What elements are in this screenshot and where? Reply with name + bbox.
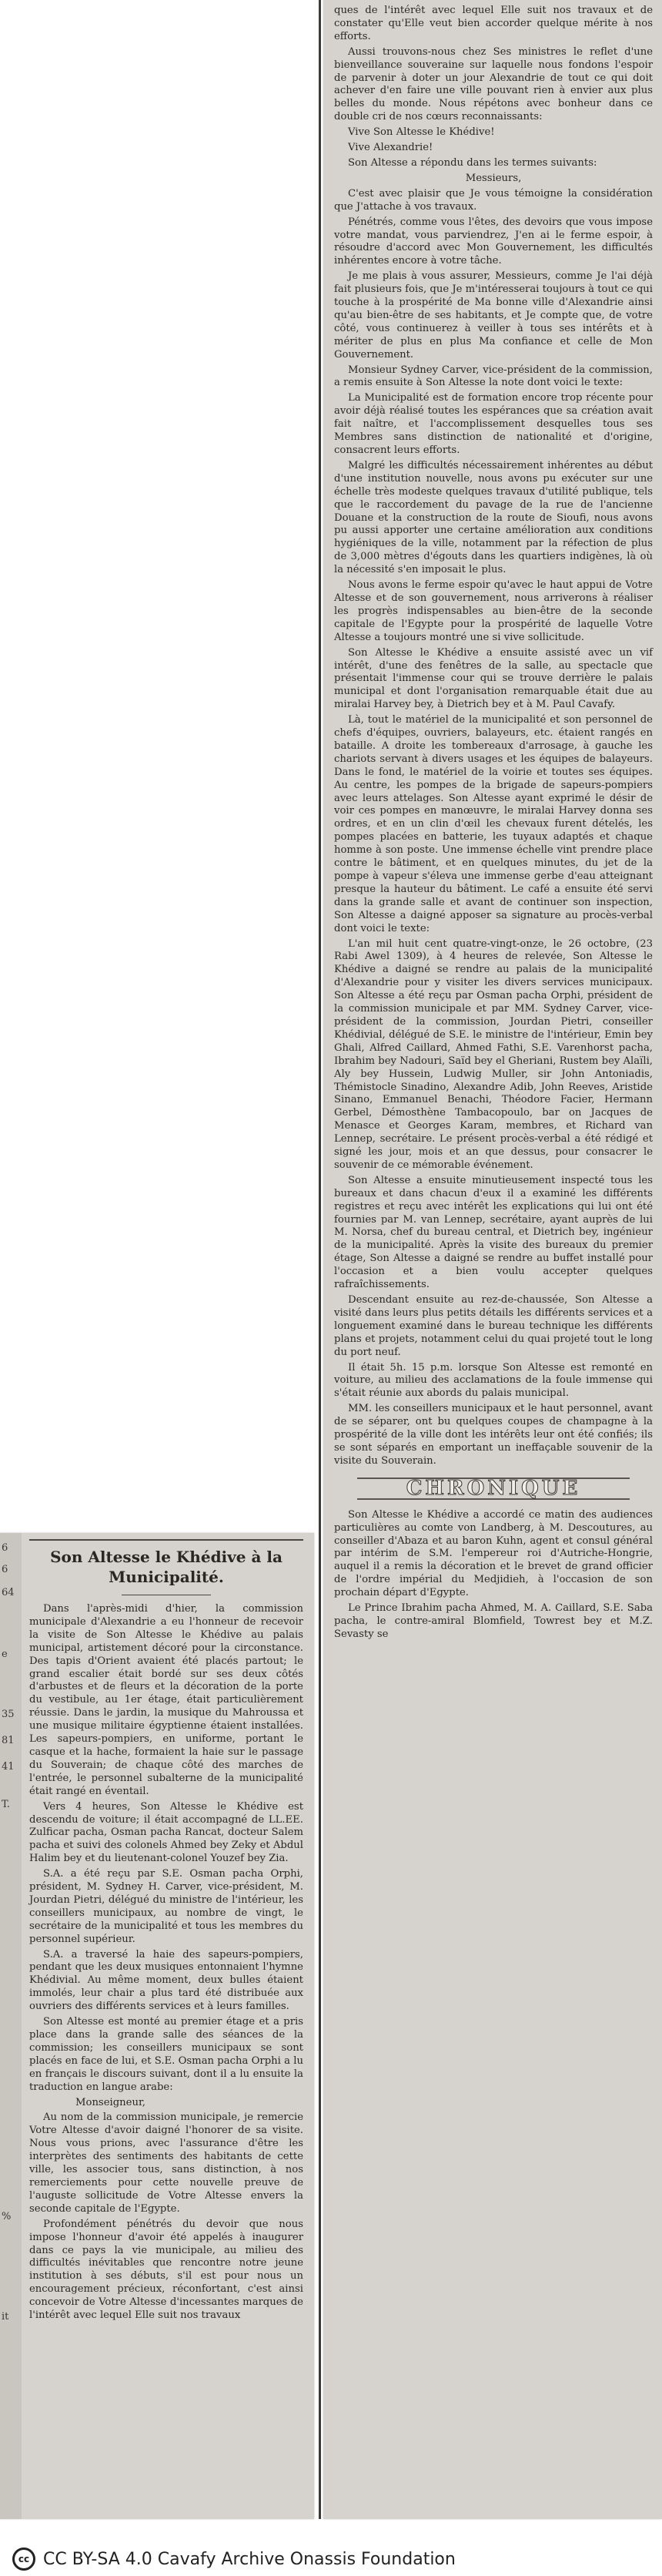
creative-commons-icon: cc [12, 2547, 35, 2571]
margin-mark: it [2, 2311, 9, 2323]
clipping-right [323, 0, 662, 2519]
article-right [334, 5, 653, 1644]
margin-mark: 81 [2, 1735, 15, 1746]
paragraph: Nous avons le ferme espoir qu'avec le haut appui de Votre Altesse et de son gouvernement, nous arriverons à réaliser les progrès indispensables au bien-être de la seconde capitale de l'Egypte pour la prospérité de laquelle Votre Altesse a toujours montré une si vive sollicitude. [334, 579, 653, 643]
exclamation: Vive Son Altesse le Khédive! [348, 126, 495, 139]
margin-mark: 64 [2, 1587, 15, 1598]
license-footer [0, 2542, 662, 2576]
title-rule [29, 1539, 303, 1541]
margin-mark: 6 [2, 1542, 8, 1554]
margin-mark: 41 [2, 1761, 15, 1773]
paragraph: Le Prince Ibrahim pacha Ahmed, M. A. Caillard, S.E. Saba pacha, le contre-amiral Blomfield, Towrest bey et M.Z. Sevasty se [334, 1602, 653, 1640]
paragraph: Descendant ensuite au rez-de-chaussée, Son Altesse a visité dans leurs plus petits détails les différents services et a longuement examiné dans le bureau technique les différents plans et projets, notamment celui du quai projeté tout le long du port neuf. [334, 1294, 653, 1358]
paragraph: Monsieur Sydney Carver, vice-président de la commission, a remis ensuite à Son Altesse la note dont voici le texte: [334, 364, 653, 389]
chronique-heading: CHRONIQUE [357, 1478, 630, 1500]
paragraph: Pénétrés, comme vous l'êtes, des devoirs que vous impose votre mandat, vous parviendrez, J'en ai le ferme espoir, à résoudre d'accord avec Mon Gouvernement, les difficultés inhérentes encore à votre tâche. [334, 216, 653, 267]
paragraph: Son Altesse le Khédive a accordé ce matin des audiences particulières au comte von Landberg, à M. Descoutures, au conseiller d'Abaza et au baron Kuhn, agent et consul général par intérim de S.M. l'empereur roi d'Autriche-Hongrie, auquel il a remis la décoration et le brevet de grand officier de l'ordre impérial du Medjidieh, à l'occasion de son prochain départ d'Egypte. [334, 1508, 653, 1599]
paragraph: Au nom de la commission municipale, je remercie Votre Altesse d'avoir daigné l'honorer de sa visite. Nous vous prions, avec l'assurance d'être les interprètes des sentiments des habitants de cette ville, les associer tous, sans distinction, à nos remerciements pour cette nouvelle preuve de l'auguste sollicitude de Votre Altesse envers la seconde capitale de l'Egypte. [29, 2111, 303, 2215]
margin-mark: e [2, 1649, 8, 1660]
salutation: Monseigneur, [75, 2096, 146, 2108]
paragraph: L'an mil huit cent quatre-vingt-onze, le 26 octobre, (23 Rabi Awel 1309), à 4 heures de relevée, Son Altesse le Khédive a daigné se rendre au palais de la municipalité d'Alexandrie pour y visiter les divers services municipaux. Son Altesse a été reçu par Osman pacha Orphi, président de la commission municipale et par MM. Sydney Carver, vice-président de la commission, Jourdan Pietri, conseiller Khédivial, délégué de S.E. le ministre de l'intérieur, Emin bey Ghali, Alfred Caillard, Ahmed Fathi, S.E. Varenhorst pacha, Ibrahim bey Nadouri, Saïd bey el Gheriani, Rustem bey Alaïli, Aly bey Hussein, Ludwig Muller, sir John Antoniadis, Thémistocle Sinadino, Alexandre Adib, John Reeves, Aristide Sinano, Emmanuel Benachi, Théodore Facier, Hermann Gerbel, Démosthène Tambacopoulo, bar on Jacques de Menasce et Georges Karam, membres, et Richard van Lennep, secrétaire. Le présent procès-verbal a été rédigé et signé les jour, mois et an que dessus, pour consacrer le souvenir de ce mémorable événement. [334, 937, 653, 1171]
clipping-left [0, 1533, 314, 2519]
paragraph: Son Altesse est monté au premier étage et a pris place dans la grande salle des séances de la commission; les conseillers municipaux se sont placés en face de lui, et S.E. Osman pacha Orphi a lu en français le discours suivant, dont il a lu ensuite la traduction en langue arabe: [29, 2016, 303, 2093]
paragraph: Là, tout le matériel de la municipalité et son personnel de chefs d'équipes, ouvriers, balayeurs, etc. étaient rangés en bataille. A droite les tombereaux d'arrosage, à gauche les chariots servant à divers usages et les équipes de balayeurs. Dans le fond, le matériel de la voirie et toutes ses équipes. Au centre, les pompes de la brigade de sapeurs-pompiers avec leurs attelages. Son Altesse ayant exprimé le désir de voir ces pompes en manœuvre, le miralai Harvey donna ses ordres, et en un clin d'œil les chevaux furent dételés, les pompes placées en batterie, les tuyaux adaptés et chaque homme à son poste. Une immense échelle vint prendre place contre le bâtiment, et en quelques minutes, du jet de la pompe à vapeur s'éleva une immense gerbe d'eau atteignant presque la hauteur du bâtiment. Le café a ensuite été servi dans la grande salle et avant de continuer son inspection, Son Altesse a daigné apposer sa signature au procès-verbal dont voici le texte: [334, 714, 653, 934]
paragraph: La Municipalité est de formation encore trop récente pour avoir déjà réalisé toutes les espérances que sa création avait fait naître, et l'accomplissement desquelles tous ses Membres sans distinction de nationalité et d'origine, consacrent leurs efforts. [334, 392, 653, 456]
paragraph: Son Altesse a répondu dans les termes suivants: [348, 156, 597, 169]
paragraph: S.A. a été reçu par S.E. Osman pacha Orphi, président, M. Sydney H. Carver, vice-président, M. Jourdan Pietri, délégué du ministre de l'intérieur, les conseillers municipaux, au nombre de vingt, le secrétaire de la municipalité et tous les membres du personnel supérieur. [29, 1868, 303, 1945]
credit-line: CC BY-SA 4.0 Cavafy Archive Onassis Foundation [43, 2549, 456, 2569]
article-title: Son Altesse le Khédive à la Municipalité. [50, 1548, 283, 1586]
paragraph: ques de l'intérêt avec lequel Elle suit nos travaux et de constater qu'Elle veut bien accorder quelque mérite à nos efforts. [334, 5, 653, 42]
paragraph: Vers 4 heures, Son Altesse le Khédive est descendu de voiture; il était accompagné de LL.EE. Zulficar pacha, Osman pacha Rancat, docteur Salem pacha et suivi des colonels Ahmed bey Zeky et Abdul Halim bey et du lieutenant-colonel Youzef bey Zia. [29, 1800, 303, 1865]
column-divider [319, 0, 321, 2519]
paragraph: MM. les conseillers municipaux et le haut personnel, avant de se séparer, ont bu quelques coupes de champagne à la prospérité de la ville dont les intérêts leur ont été confiés; ils se sont séparés en emportant un ineffaçable souvenir de la visite du Souverain. [334, 1403, 653, 1467]
paragraph: Aussi trouvons-nous chez Ses ministres le reflet d'une bienveillance souveraine sur laquelle nous fondons l'espoir de parvenir à doter un jour Alexandrie de tout ce qui doit achever d'en faire une ville pouvant rien à envier aux plus belles du monde. Nous répétons avec bonheur dans ce double cri de nos cœurs reconnaissants: [334, 45, 653, 123]
margin-mark: 35 [2, 1709, 15, 1720]
margin-mark: 6 [2, 1564, 8, 1575]
paragraph: Malgré les difficultés nécessairement inhérentes au début d'une institution nouvelle, nous avons pu exécuter sur une échelle très modeste quelques travaux d'utilité publique, tels que le raccordement du pavage de la rue de l'ancienne Douane et la construction de la route de Sioufi, nous avons pu aussi apporter une certaine amélioration aux conditions hygiéniques de la ville, notamment par la réfection de plus de 3,000 mètres d'égouts dans les quartiers indigènes, là où la nécessité s'en imposait le plus. [334, 459, 653, 576]
paragraph: Son Altesse le Khédive a ensuite assisté avec un vif intérêt, d'une des fenêtres de la salle, au spectacle que présentait l'immense cour qui se trouve derrière le palais municipal et dont l'organisation remarquable était due au miralai Harvey bey, à Dietrich bey et à M. Paul Cavafy. [334, 646, 653, 711]
paragraph: Dans l'après-midi d'hier, la commission municipale d'Alexandrie a eu l'honneur de recevoir la visite de Son Altesse le Khédive au palais municipal, artistement décoré pour la circonstance. Des tapis d'Orient avaient été placés partout; le grand escalier était bordé sur ses deux côtés d'arbustes et de fleurs et la décoration de la porte du vestibule, au 1er étage, était particulièrement réussie. Dans le jardin, la musique du Mahroussa et une musique militaire égyptienne étaient installées. Les sapeurs-pompiers, en uniforme, portant le casque et la hache, formaient la haie sur le passage du Souverain; de chaque côté des marches de l'entrée, le personnel subalterne de la municipalité était rangé en éventail. [29, 1603, 303, 1797]
paragraph: Il était 5h. 15 p.m. lorsque Son Altesse est remonté en voiture, au milieu des acclamations de la foule immense qui s'était réunie aux abords du palais municipal. [334, 1361, 653, 1400]
exclamation: Vive Alexandrie! [348, 142, 433, 154]
article-left [29, 1536, 303, 2325]
paragraph: C'est avec plaisir que Je vous témoigne la considération que J'attache à vos travaux. [334, 187, 653, 213]
paragraph: Son Altesse a ensuite minutieusement inspecté tous les bureaux et dans chacun d'eux il a examiné les différents registres et reçu avec intérêt les explications qui lui ont été fournies par M. van Lennep, secrétaire, ayant auprès de lui M. Norsa, chef du bureau central, et Dietrich bey, ingénieur de la municipalité. Après la visite des bureaux du premier étage, Son Altesse a daigné se rendre au buffet installé pour l'occasion et a bien voulu accepter quelques rafraîchissements. [334, 1174, 653, 1291]
paragraph: S.A. a traversé la haie des sapeurs-pompiers, pendant que les deux musiques entonnaient l'hymne Khédivial. Au même moment, deux bulles étaient immolés, leur chair a plus tard été distribuée aux ouvriers des différents services et à leurs familles. [29, 1948, 303, 2013]
margin-strip [0, 1533, 22, 2519]
margin-mark: % [2, 2211, 12, 2222]
paragraph: Profondément pénétrés du devoir que nous impose l'honneur d'avoir été appelés à inaugurer dans ce pays la vie municipale, au milieu des difficultés inévitables que rencontre notre jeune institution à ses débuts, s'il est pour nous un encouragement précieux, réconfortant, c'est ainsi concevoir de Votre Altesse d'incessantes marques de l'intérêt avec lequel Elle suit nos travaux [29, 2218, 303, 2322]
paragraph: Je me plais à vous assurer, Messieurs, comme Je l'ai déjà fait plusieurs fois, que Je m'intéresserai toujours à tout ce qui touche à la prospérité de Ma bonne ville d'Alexandrie ainsi qu'au bien-être de ses habitants, et Je compte que, de votre côté, vous continuerez à veiller à tous ses intérêts et à mériter de plus en plus Ma confiance et celle de Mon Gouvernement. [334, 270, 653, 361]
margin-mark: T. [2, 1799, 10, 1810]
salutation: Messieurs, [465, 172, 522, 184]
